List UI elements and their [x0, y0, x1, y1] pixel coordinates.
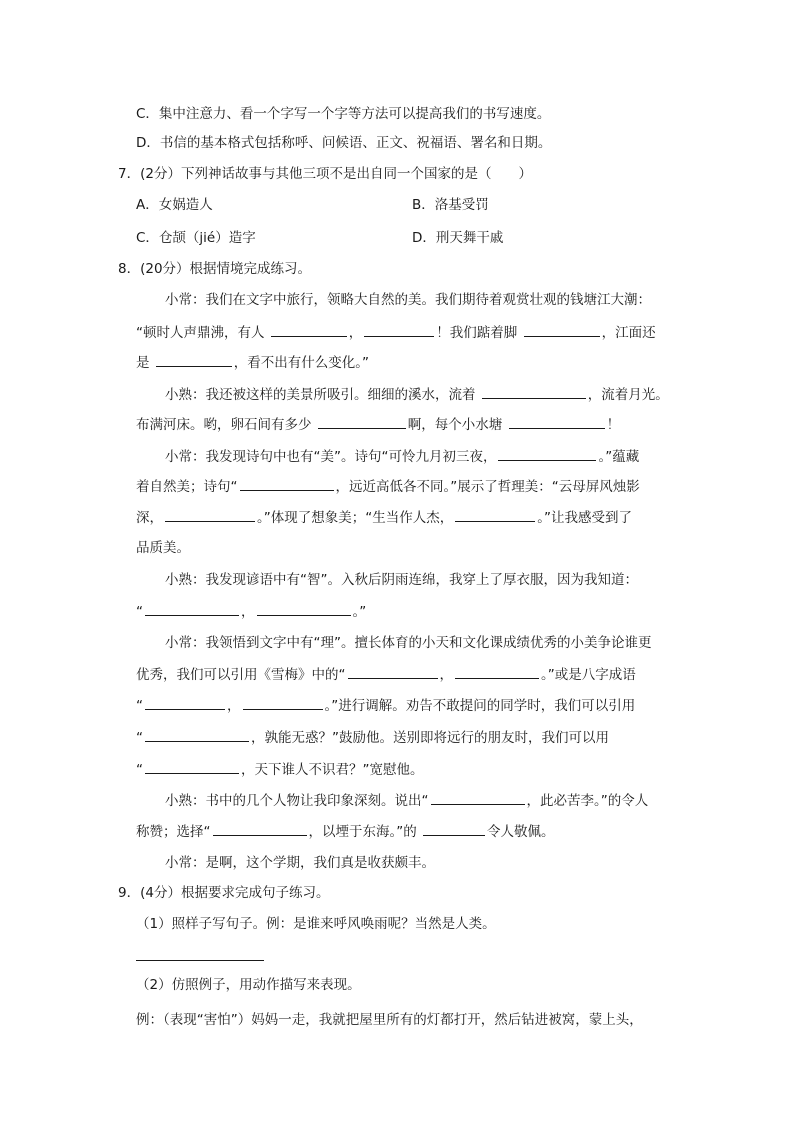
q8-p4-line-b: [136, 601, 366, 622]
text: “: [136, 604, 143, 620]
text: 。”让我感受到了: [537, 510, 632, 526]
text: “: [136, 698, 143, 714]
answer-blank[interactable]: [509, 414, 605, 429]
text: 小常：我发现诗句中也有“美”。诗句“可怜九月初三夜，: [165, 449, 497, 465]
q8-p1-line-b: [136, 322, 656, 343]
answer-blank[interactable]: [482, 384, 586, 399]
question-9-stem: 9．(4分）根据要求完成句子练习。: [118, 885, 330, 901]
q8-p1-line-a: 小常：我们在文字中旅行，领略大自然的美。我们期待着观赏壮观的钱塘江大潮：: [165, 292, 651, 308]
text: 称赞；选择“: [136, 824, 211, 840]
q8-p7-line: 小常：是啊，这个学期，我们真是收获颇丰。: [165, 855, 435, 871]
text: ，以堙于东海。”的: [308, 824, 417, 840]
q8-p2-line-b: [136, 414, 620, 435]
text: ，天下谁人不识君？”宽慰他。: [241, 762, 424, 778]
text: “: [136, 730, 143, 746]
text: 深，: [136, 510, 163, 526]
question-7-option-a[interactable]: A．女娲造人: [136, 197, 213, 213]
answer-blank[interactable]: [165, 507, 255, 522]
answer-blank[interactable]: [156, 352, 232, 367]
text: ！我们踮着脚: [436, 325, 518, 341]
answer-blank[interactable]: [145, 695, 225, 710]
answer-blank[interactable]: [145, 759, 239, 774]
question-9-example: 例：（表现“害怕”）妈妈一走，我就把屋里所有的灯都打开，然后钻进被窝，蒙上头，: [136, 1012, 643, 1028]
question-6-option-d: D．书信的基本格式包括称呼、问候语、正文、祝福语、署名和日期。: [136, 135, 552, 151]
answer-blank[interactable]: [145, 727, 249, 742]
q8-p2-line-a: [165, 384, 669, 405]
q8-p5-line-a: 小常：我领悟到文字中有“理”。擅长体育的小天和文化课成绩优秀的小美争论谁更: [165, 635, 652, 651]
answer-blank[interactable]: [423, 821, 485, 836]
q8-p6-line-a: [165, 790, 648, 811]
text: 。”: [352, 604, 367, 620]
text: ，: [348, 325, 363, 341]
text: ，看不出有什么变化。”: [233, 355, 370, 371]
q8-p3-line-b: [136, 476, 640, 497]
answer-blank[interactable]: [524, 322, 600, 337]
q8-p4-line-a: 小熟：我发现谚语中有“智”。入秋后阴雨连绵，我穿上了厚衣服，因为我知道：: [165, 572, 638, 588]
text: 小熟：我还被这样的美景所吸引。细细的溪水，流着: [165, 387, 476, 403]
answer-blank[interactable]: [431, 790, 525, 805]
q8-p5-line-c: [136, 695, 635, 716]
text: ，: [241, 604, 255, 620]
text: “顿时人声鼎沸，有人: [136, 325, 265, 341]
answer-blank[interactable]: [318, 414, 406, 429]
text: 啊，每个小水塘: [407, 417, 503, 433]
q8-p1-line-c: [136, 352, 369, 373]
question-7-option-c[interactable]: C．仓颉（jié）造字: [136, 230, 256, 246]
answer-blank[interactable]: [240, 476, 334, 491]
question-7-option-d[interactable]: D．刑天舞干戚: [412, 230, 504, 246]
question-8-stem: 8．(20分）根据情境完成练习。: [118, 261, 312, 277]
q8-p3-line-a: [165, 446, 639, 467]
text: 。”蕴藏: [598, 449, 640, 465]
text: ，: [439, 667, 453, 683]
answer-blank[interactable]: [364, 322, 434, 337]
answer-blank[interactable]: [498, 446, 596, 461]
text: ，流着月光。: [587, 387, 669, 403]
text: 。”进行调解。劝告不敢提问的同学时，我们可以引用: [324, 698, 636, 714]
q8-p5-line-d: [136, 727, 609, 748]
q8-p3-line-c: [136, 507, 632, 528]
text: 是: [136, 355, 150, 371]
answer-blank[interactable]: [271, 322, 347, 337]
text: 优秀，我们可以引用《雪梅》中的“: [136, 667, 346, 683]
q8-p5-line-e: [136, 759, 424, 780]
text: ，远近高低各不同。”展示了哲理美：“云母屏风烛影: [335, 479, 640, 495]
text: 着自然美；诗句“: [136, 479, 238, 495]
text: 。”体现了想象美；“生当作人杰，: [257, 510, 454, 526]
answer-blank[interactable]: [145, 601, 239, 616]
text: ，孰能无惑？”鼓励他。送别即将远行的朋友时，我们可以用: [251, 730, 609, 746]
answer-blank[interactable]: [348, 664, 438, 679]
answer-blank[interactable]: [257, 601, 351, 616]
text: “: [136, 762, 143, 778]
question-7-option-b[interactable]: B．洛基受罚: [412, 197, 489, 213]
answer-blank[interactable]: [455, 664, 539, 679]
q8-p6-line-b: [136, 821, 555, 842]
text: ！: [606, 417, 621, 433]
question-9-answer-line[interactable]: [136, 960, 264, 961]
text: ，此必苦李。”的令人: [526, 793, 649, 809]
q8-p5-line-b: [136, 664, 636, 685]
text: ，: [227, 698, 241, 714]
answer-blank[interactable]: [243, 695, 323, 710]
text: ，江面还: [601, 325, 656, 341]
question-7-stem: 7．(2分）下列神话故事与其他三项不是出自同一个国家的是（ ）: [118, 166, 532, 182]
text: 布满河床。哟，卵石间有多少: [136, 417, 312, 433]
question-6-option-c: C．集中注意力、看一个字写一个字等方法可以提高我们的书写速度。: [136, 106, 551, 122]
answer-blank[interactable]: [455, 507, 535, 522]
text: 。”或是八字成语: [541, 667, 636, 683]
text: 小熟：书中的几个人物让我印象深刻。说出“: [165, 793, 429, 809]
question-9-sub-1: （1）照样子写句子。例：是谁来呼风唤雨呢？当然是人类。: [136, 916, 496, 932]
text: 令人敬佩。: [487, 824, 555, 840]
answer-blank[interactable]: [213, 821, 307, 836]
q8-p3-line-d: 品质美。: [136, 540, 190, 556]
question-9-sub-2: （2）仿照例子，用动作描写来表现。: [136, 977, 361, 993]
